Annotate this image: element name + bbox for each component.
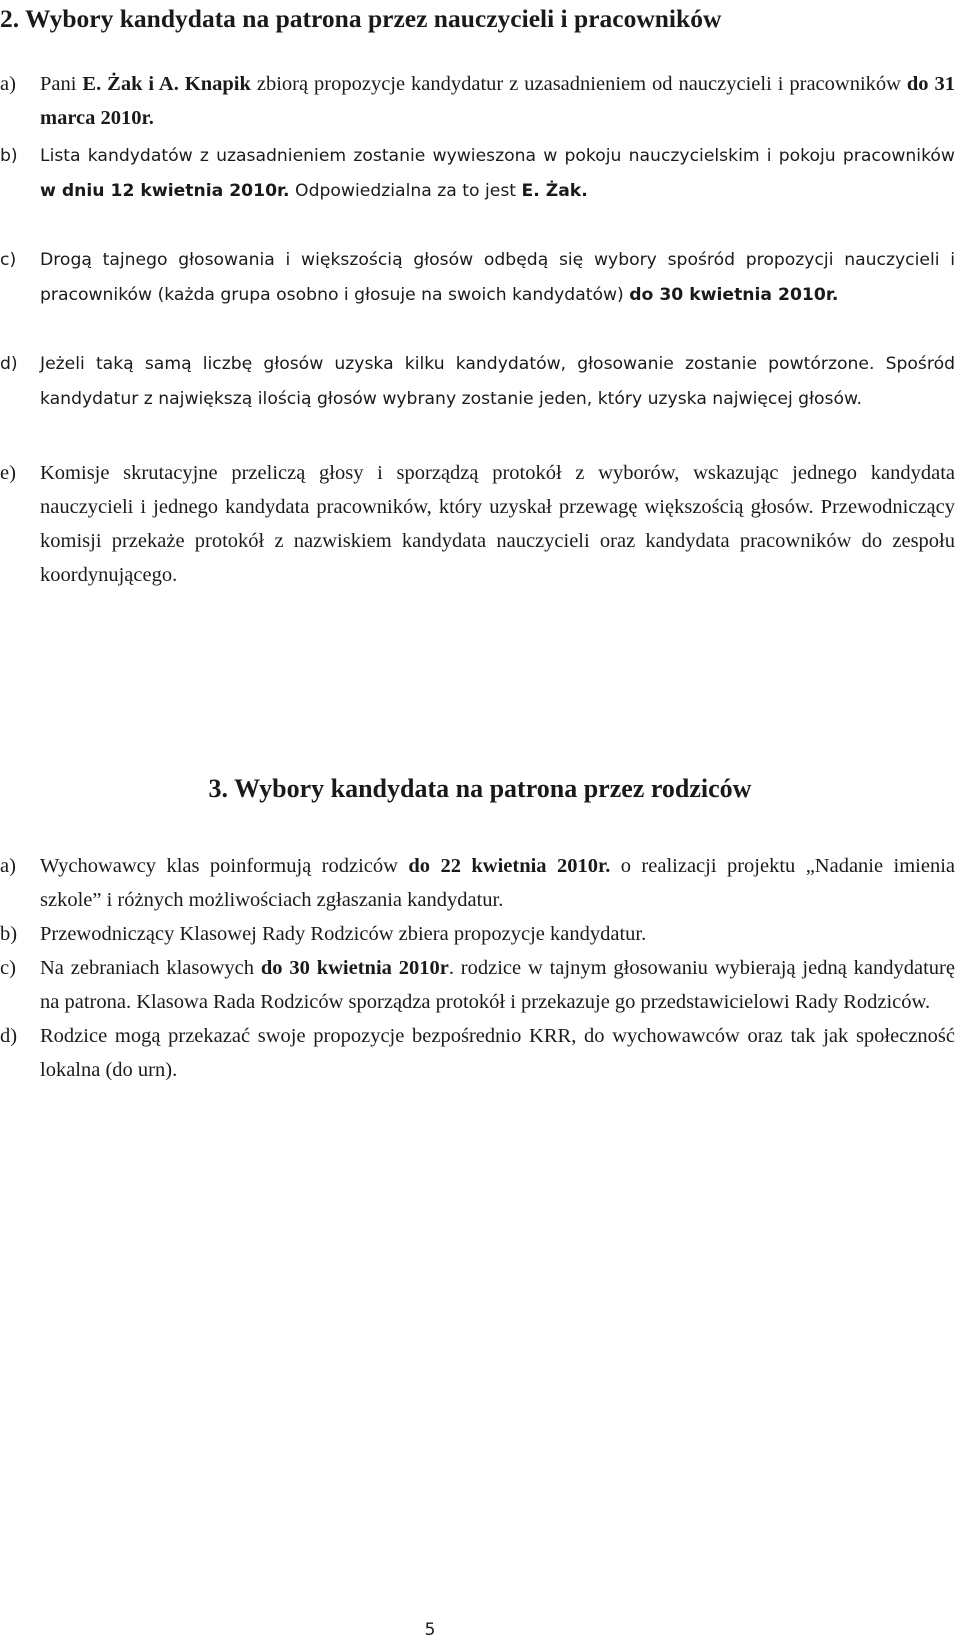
list-item bbox=[0, 67, 955, 139]
page-number: 5 bbox=[424, 1620, 436, 1640]
item-text: Komisje skrutacyjne przeliczą głosy i sporządzą protokół z wyborów, wskazując jednego kandydata nauczycieli i jednego kandydata pracowników, który uzyskał przewagę większością głosów. Przewodniczący komisji przekaże protokół z nazwiskiem kandydata nauczycieli oraz kandydata pracowników do zespołu koordynującego. bbox=[40, 462, 955, 586]
list-item bbox=[0, 456, 955, 592]
item-letter: d) bbox=[0, 1025, 18, 1047]
item-bold-text: do 22 kwietnia 2010r. bbox=[408, 855, 611, 877]
item-bold-text: do 30 kwietnia 2010r bbox=[260, 957, 449, 979]
list-item bbox=[0, 347, 955, 456]
item-bold-text: do 30 kwietnia 2010r. bbox=[629, 285, 839, 305]
item-letter: c) bbox=[0, 957, 16, 979]
item-text: Wychowawcy klas poinformują rodziców bbox=[40, 855, 409, 877]
item-bold-text: E. Żak. bbox=[521, 181, 588, 201]
list-item bbox=[0, 917, 955, 951]
list-item bbox=[0, 1019, 955, 1087]
item-text: Drogą tajnego głosowania i większością głosów odbędą się wybory spośród propozycji nauczycieli i pracowników (każda grupa osobno i głosuje na swoich kandydatów) bbox=[40, 250, 955, 305]
item-text: zbiorą propozycje kandydatur z uzasadnieniem od nauczycieli i pracowników bbox=[250, 73, 907, 95]
item-letter: b) bbox=[0, 923, 18, 945]
item-text: Odpowiedzialna za to jest bbox=[289, 181, 522, 201]
item-text: Pani bbox=[40, 73, 83, 95]
list-item bbox=[0, 951, 955, 1019]
section-2-list bbox=[0, 67, 955, 592]
item-text: o realizacji projektu „Nadanie imienia szkole” i różnych możliwościach zgłaszania kandydatur. bbox=[40, 855, 956, 911]
item-bold-text: w dniu 12 kwietnia 2010r. bbox=[40, 181, 290, 201]
item-letter: e) bbox=[0, 462, 16, 484]
section-3-list bbox=[0, 849, 955, 1087]
item-bold-text: E. Żak i A. Knapik bbox=[82, 73, 251, 95]
item-text: Jeżeli taką samą liczbę głosów uzyska kilku kandydatów, głosowanie zostanie powtórzone. Spośród kandydatur z największą ilością głosów wybrany zostanie jeden, który uzyska najwięcej głosów. bbox=[40, 354, 955, 409]
item-letter: c) bbox=[0, 250, 17, 270]
section-2-heading: 2. Wybory kandydata na patrona przez nauczycieli i pracowników bbox=[0, 4, 722, 33]
item-text: Lista kandydatów z uzasadnieniem zostanie wywieszona w pokoju nauczycielskim i pokoju pracowników bbox=[40, 146, 955, 166]
item-text: Na zebraniach klasowych bbox=[40, 957, 261, 979]
item-letter: a) bbox=[0, 73, 16, 95]
item-text: Przewodniczący Klasowej Rady Rodziców zbiera propozycje kandydatur. bbox=[40, 923, 647, 945]
list-item bbox=[0, 849, 955, 917]
item-letter: a) bbox=[0, 855, 16, 877]
list-item bbox=[0, 139, 955, 243]
item-text: Rodzice mogą przekazać swoje propozycje bezpośrednio KRR, do wychowawców oraz tak jak społeczność lokalna (do urn). bbox=[40, 1025, 955, 1081]
list-item bbox=[0, 243, 955, 347]
item-letter: d) bbox=[0, 354, 18, 374]
item-bold-text: do 31 marca 2010r. bbox=[40, 73, 956, 129]
section-3-heading: 3. Wybory kandydata na patrona przez rodziców bbox=[208, 774, 752, 803]
item-letter: b) bbox=[0, 146, 18, 166]
item-text: . rodzice w tajnym głosowaniu wybierają jedną kandydaturę na patrona. Klasowa Rada Rodziców sporządza protokół i przekazuje go przedstawicielowi Rady Rodziców. bbox=[40, 957, 955, 1013]
